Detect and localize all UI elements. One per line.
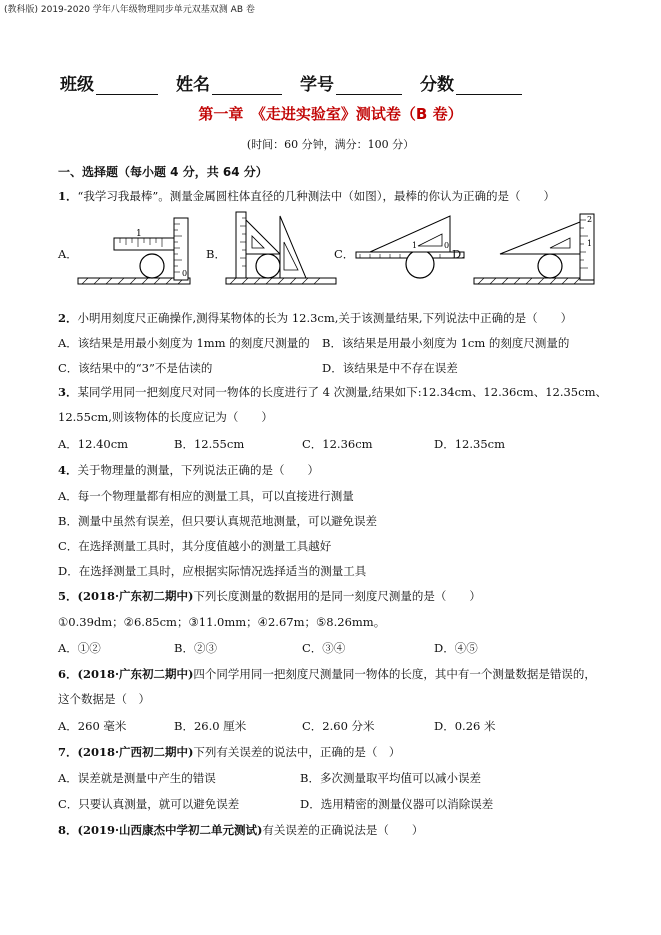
exam-title: 第一章 《走进实验室》测试卷（B 卷）: [198, 105, 463, 123]
question-2-options-row-1: [58, 335, 569, 351]
option-a[interactable]: A．①②: [58, 641, 101, 655]
question-number: 4．: [58, 463, 78, 477]
question-5-data: ①0.39dm；②6.85cm；③11.0mm；④2.67m；⑤8.26mm。: [58, 615, 386, 629]
figure-d: [470, 208, 610, 294]
option-b[interactable]: B．测量中虽然有误差，但只要认真规范地测量，可以避免误差: [58, 514, 377, 528]
option-c[interactable]: C．12.36cm: [302, 437, 373, 451]
question-7: [58, 744, 400, 760]
question-5-options: [58, 640, 478, 656]
option-c[interactable]: C．该结果中的“3”不是估读的: [58, 361, 213, 375]
score-blank[interactable]: [456, 76, 522, 95]
ruler-tick-label: 0: [444, 241, 450, 250]
score-label: 分数: [420, 75, 454, 95]
name-field: [176, 70, 282, 95]
option-c[interactable]: C．2.60 分米: [302, 719, 375, 733]
question-source: (2018·广东初二期中): [77, 667, 194, 681]
question-3-options: [58, 436, 505, 452]
name-blank[interactable]: [212, 76, 282, 95]
option-b[interactable]: B．12.55cm: [174, 437, 245, 451]
ruler-tick-label: 1: [136, 229, 142, 239]
student-info-row: [60, 70, 620, 95]
ruler-tick-label: 2: [587, 215, 593, 224]
score-field: [420, 70, 522, 95]
ruler-tick-label: 1: [412, 241, 418, 250]
option-c[interactable]: C．只要认真测量，就可以避免误差: [58, 797, 240, 811]
question-7-options-row-1: [58, 770, 481, 786]
question-5: [58, 588, 481, 604]
question-number: 7．: [58, 745, 78, 759]
figure-a: [74, 208, 196, 294]
question-2-options-row-2: [58, 360, 458, 376]
option-a[interactable]: A．12.40cm: [58, 437, 129, 451]
option-d[interactable]: D．选用精密的测量仪器可以消除误差: [300, 797, 494, 811]
id-label: 学号: [300, 75, 334, 95]
option-a[interactable]: A．该结果是用最小刻度为 1mm 的刻度尺测量的: [58, 336, 310, 350]
question-source: (2018·广东初二期中): [77, 589, 194, 603]
question-8: [58, 822, 423, 838]
question-text: 某同学用同一把刻度尺对同一物体的长度进行了 4 次测量,结果如下:12.34cm、12.36cm、12.35cm、: [77, 385, 607, 399]
question-source: (2019·山西康杰中学初二单元测试): [77, 823, 263, 837]
question-2: [58, 310, 572, 326]
option-a[interactable]: A．误差就是测量中产生的错误: [58, 771, 216, 785]
document-header: (教科版) 2019-2020 学年八年级物理同步单元双基双测 AB 卷: [4, 5, 255, 15]
ruler-tick-label: 1: [587, 239, 593, 248]
question-text: 有关误差的正确说法是（ ）: [262, 823, 424, 837]
ruler-tick-label: 0: [182, 269, 188, 278]
question-number: 5．: [58, 589, 78, 603]
question-text: 下列长度测量的数据用的是同一刻度尺测量的是（ ）: [193, 589, 481, 603]
id-blank[interactable]: [336, 76, 402, 95]
question-text: 四个同学用同一把刻度尺测量同一物体的长度，其中有一个测量数据是错误的，: [193, 667, 596, 681]
question-4: [58, 462, 319, 478]
question-7-options-row-2: [58, 796, 493, 812]
question-number: 3．: [58, 385, 78, 399]
figure-label-b: B．: [206, 247, 226, 261]
figure-b: [222, 208, 342, 294]
option-b[interactable]: B．该结果是用最小刻度为 1cm 的刻度尺测量的: [322, 336, 570, 350]
question-number: 6．: [58, 667, 78, 681]
option-d[interactable]: D．12.35cm: [434, 437, 505, 451]
option-d[interactable]: D．④⑤: [434, 641, 478, 655]
question-6: [58, 666, 596, 682]
option-b[interactable]: B．多次测量取平均值可以减小误差: [300, 771, 481, 785]
name-label: 姓名: [176, 75, 210, 95]
question-text: 关于物理量的测量，下列说法正确的是（ ）: [77, 463, 320, 477]
question-number: 8．: [58, 823, 78, 837]
question-6-continued: 这个数据是（ ）: [58, 692, 150, 706]
option-c[interactable]: C．在选择测量工具时，其分度值越小的测量工具越好: [58, 539, 332, 553]
id-field: [300, 70, 402, 95]
question-text: 下列有关误差的说法中，正确的是（ ）: [193, 745, 401, 759]
exam-subtitle: (时间：60 分钟，满分：100 分）: [246, 138, 415, 151]
question-6-options: [58, 718, 495, 734]
question-1: [58, 188, 555, 204]
figure-label-a: A．: [58, 247, 78, 261]
class-field: [60, 70, 158, 95]
question-source: (2018·广西初二期中): [77, 745, 194, 759]
question-text: “我学习我最棒”。测量金属圆柱体直径的几种测法中（如图），最棒的你认为正确的是（ ）: [77, 189, 556, 203]
option-d[interactable]: D．该结果是中不存在误差: [322, 361, 458, 375]
question-number: 2．: [58, 311, 78, 325]
question-1-figures: [58, 208, 618, 294]
option-d[interactable]: D．在选择测量工具时，应根据实际情况选择适当的测量工具: [58, 564, 367, 578]
option-c[interactable]: C．③④: [302, 641, 346, 655]
class-label: 班级: [60, 75, 94, 95]
question-text: 小明用刻度尺正确操作,测得某物体的长为 12.3cm,关于该测量结果,下列说法中正确的是（ ）: [77, 311, 573, 325]
figure-label-c: C．: [334, 247, 355, 261]
option-b[interactable]: B．②③: [174, 641, 217, 655]
question-3-continued: 12.55cm,则该物体的长度应记为（ ）: [58, 410, 273, 424]
class-blank[interactable]: [96, 76, 158, 95]
option-a[interactable]: A．每一个物理量都有相应的测量工具，可以直接进行测量: [58, 489, 354, 503]
option-a[interactable]: A．260 毫米: [58, 719, 127, 733]
question-3: [58, 384, 607, 400]
section-heading: 一、选择题（每小题 4 分，共 64 分）: [58, 165, 268, 179]
option-b[interactable]: B．26.0 厘米: [174, 719, 247, 733]
figure-label-d: D．: [452, 247, 473, 261]
question-number: 1．: [58, 189, 78, 203]
option-d[interactable]: D．0.26 米: [434, 719, 496, 733]
